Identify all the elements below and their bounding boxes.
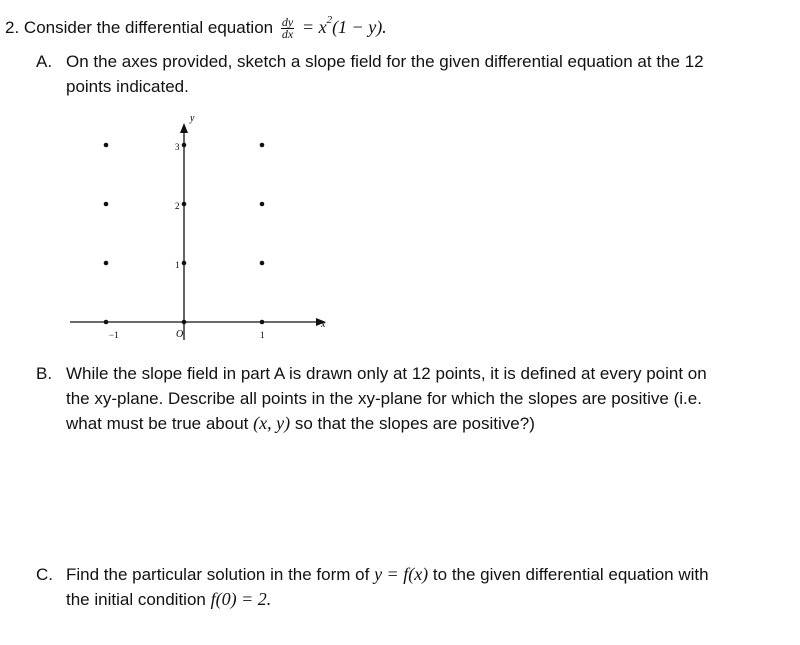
slope-field-point xyxy=(182,202,187,207)
part-c-text1-pre: Find the particular solution in the form of xyxy=(66,565,370,584)
question-header xyxy=(5,14,387,42)
part-c-text2-pre: the initial condition xyxy=(66,590,206,609)
slope-field-point xyxy=(182,261,187,266)
part-b-text3-pre: what must be true about xyxy=(66,414,249,433)
equation-rhs-pre: = x xyxy=(301,17,327,37)
part-c-label: C. xyxy=(36,565,53,584)
fraction-numerator: dy xyxy=(281,15,294,30)
part-c-line1 xyxy=(36,564,709,585)
part-b-line1 xyxy=(36,364,707,384)
part-b-text3-post: so that the slopes are positive?) xyxy=(294,414,535,433)
part-b-text1: While the slope field in part A is drawn only at 12 points, it is defined at every point on xyxy=(66,364,707,383)
y-tick-label-3: 3 xyxy=(175,142,180,152)
origin-label: O xyxy=(176,329,184,340)
derivative-fraction xyxy=(281,17,294,40)
part-a-line2 xyxy=(66,77,189,97)
slope-field-point xyxy=(104,320,109,325)
part-b-math: (x, y) xyxy=(253,413,291,433)
part-a-label: A. xyxy=(36,52,53,71)
part-c-text1-post: to the given differential equation with xyxy=(432,565,709,584)
x-tick-label-neg1: −1 xyxy=(109,330,119,340)
slope-field-point xyxy=(182,320,187,325)
part-c-line2 xyxy=(66,589,271,610)
part-c-math1: y = f(x) xyxy=(374,564,429,584)
slope-field-point xyxy=(260,202,265,207)
slope-field-point xyxy=(104,202,109,207)
y-axis-label: y xyxy=(190,113,195,124)
slope-field-point xyxy=(104,143,109,148)
question-number: 2. xyxy=(5,18,20,37)
slope-field-point xyxy=(260,320,265,325)
part-b-label: B. xyxy=(36,364,53,383)
equation-exponent: 2 xyxy=(326,14,333,26)
slope-field-point xyxy=(104,261,109,266)
equation-rhs xyxy=(301,14,387,37)
part-b-line2 xyxy=(66,389,702,409)
part-b-text2: the xy-plane. Describe all points in the xy-plane for which the slopes are positive (i.e. xyxy=(66,389,702,408)
part-a-text2: points indicated. xyxy=(66,77,189,96)
fraction-denominator: dx xyxy=(281,27,294,42)
x-tick-label-1: 1 xyxy=(260,330,265,340)
question-intro: Consider the differential equation xyxy=(23,18,274,37)
y-tick-label-2: 2 xyxy=(175,201,180,211)
x-axis-label: x xyxy=(321,319,326,330)
part-c-math2: f(0) = 2. xyxy=(210,589,272,609)
y-axis-arrow xyxy=(180,123,188,133)
part-b-line3 xyxy=(66,413,535,434)
y-tick-label-1: 1 xyxy=(175,260,180,270)
slope-field-point xyxy=(260,143,265,148)
part-a-line1 xyxy=(36,52,704,72)
slope-field-point xyxy=(260,261,265,266)
equation-rhs-post: (1 − y). xyxy=(332,17,387,37)
slope-field-graph xyxy=(60,105,350,355)
slope-field-point xyxy=(182,143,187,148)
part-a-text1: On the axes provided, sketch a slope field for the given differential equation at the 12 xyxy=(66,52,704,71)
